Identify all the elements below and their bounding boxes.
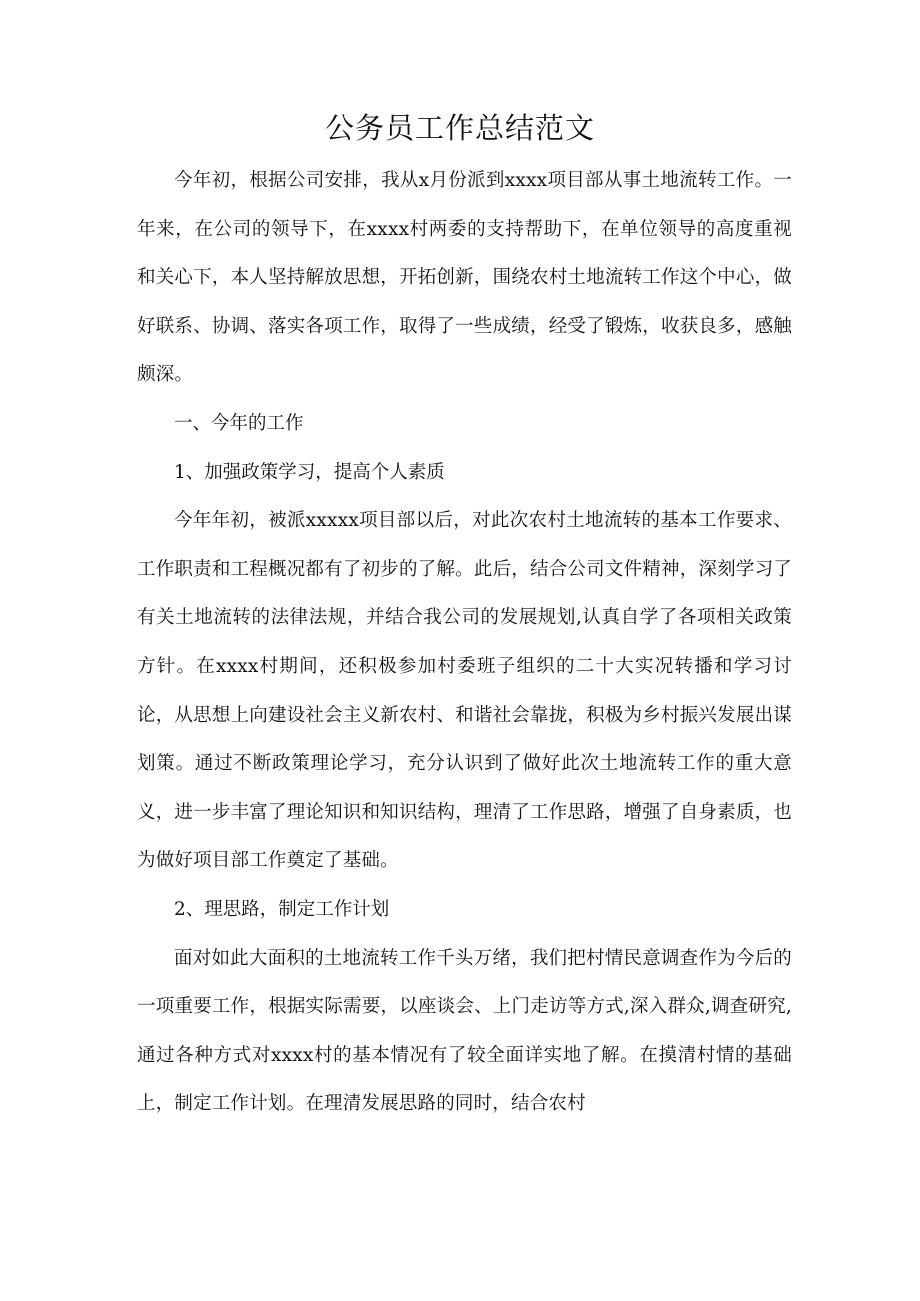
paragraph-work-plan: 面对如此大面积的土地流转工作千头万绪，我们把村情民意调查作为今后的一项重要工作，根据实际需要，以座谈会、上门走访等方式,深入群众,调查研究,通过各种方式对xxxx村的基本情况有了较全面详实地了解。在摸清村情的基础上，制定工作计划。在理清发展思路的同时，结合农村 [137, 947, 792, 1115]
paragraph-policy-study: 今年年初，被派xxxxx项目部以后，对此次农村土地流转的基本工作要求、工作职责和工程概况都有了初步的了解。此后，结合公司文件精神，深刻学习了有关土地流转的法律法规，并结合我公司的发展规划,认真自学了各项相关政策方针。在xxxx村期间，还积极参加村委班子组织的二十大实况转播和学习讨论，从思想上向建设社会主义新农村、和谐社会靠拢，积极为乡村振兴发展出谋划策。通过不断政策理论学习，充分认识到了做好此次土地流转工作的重大意义，进一步丰富了理论知识和知识结构，理清了工作思路，增强了自身素质，也为做好项目部工作奠定了基础。 [137, 510, 792, 872]
document-title: 公务员工作总结范文 [324, 111, 595, 145]
section-heading-1: 一、今年的工作 [174, 412, 304, 434]
subsection-heading-1: 1、加强政策学习，提高个人素质 [174, 461, 445, 483]
subsection-heading-2: 2、理思路，制定工作计划 [174, 898, 390, 920]
document-body [137, 157, 792, 1129]
paragraph-intro: 今年初，根据公司安排，我从x月份派到xxxx项目部从事土地流转工作。一年来，在公司的领导下，在xxxx村两委的支持帮助下，在单位领导的高度重视和关心下，本人坚持解放思想，开拓创新，围绕农村土地流转工作这个中心，做好联系、协调、落实各项工作，取得了一些成绩，经受了锻炼，收获良多，感触颇深。 [137, 170, 792, 386]
